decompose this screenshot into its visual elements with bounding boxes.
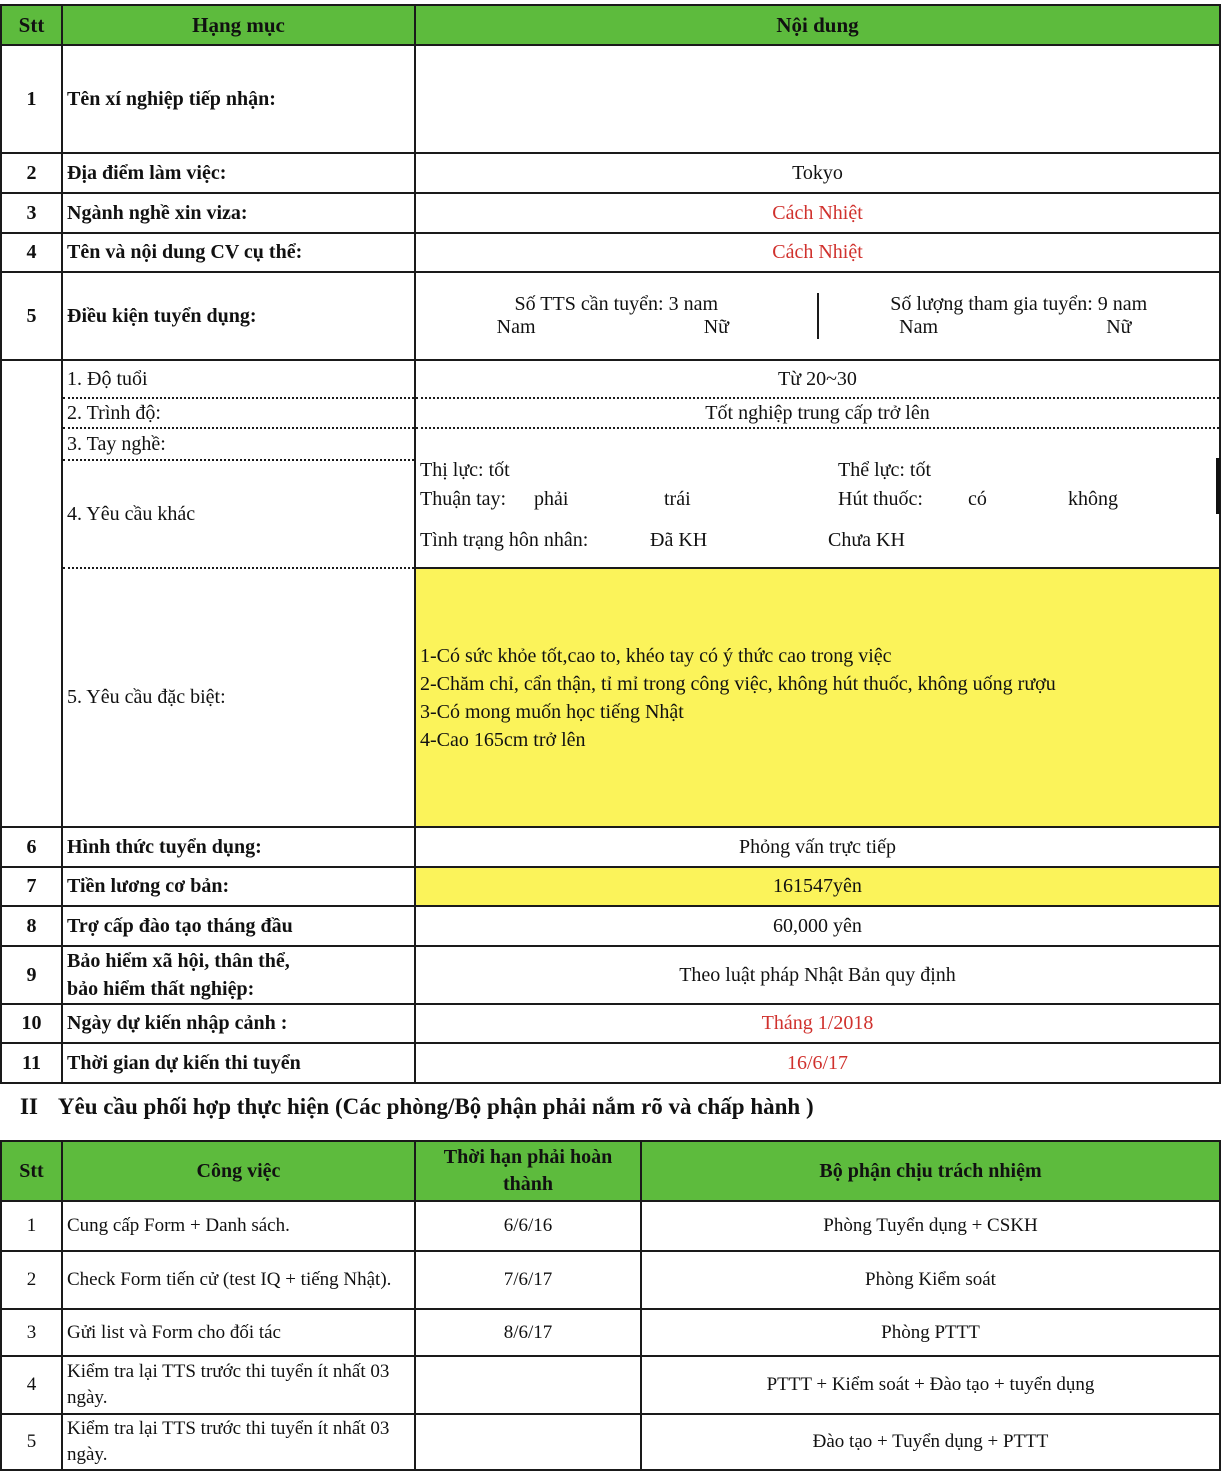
education-label: 2. Trình độ: [62, 398, 415, 428]
recruitment-conditions-label: Điều kiện tuyển dụng: [62, 272, 415, 360]
recruitment-form-label: Hình thức tuyển dụng: [62, 827, 415, 867]
row-number: 7 [1, 867, 62, 906]
special-requirements-label: 5. Yêu cầu đặc biệt: [62, 568, 415, 827]
conditions-number-cell [1, 360, 62, 827]
table-row [1, 45, 1220, 153]
training-allowance-value: 60,000 yên [415, 906, 1220, 946]
task-cell: Kiểm tra lại TTS trước thi tuyển ít nhất 03 ngày. [62, 1356, 415, 1414]
deadline-cell [415, 1356, 641, 1414]
smoking-yes: có [968, 488, 987, 510]
skill-label: 3. Tay nghề: [62, 428, 415, 460]
age-value: Từ 20~30 [415, 360, 1220, 398]
row-number: 4 [1, 233, 62, 272]
recruitment-quota-cell [415, 272, 1220, 360]
participating-candidates: Số lượng tham gia tuyển: 9 nam Nam Nữ [890, 293, 1148, 338]
visa-occupation-value: Cách Nhiệt [415, 193, 1220, 233]
handedness: Thuận tay: [420, 488, 507, 510]
department-cell: Đào tạo + Tuyển dụng + PTTT [641, 1414, 1220, 1470]
job-content-value: Cách Nhiệt [415, 233, 1220, 272]
row-number: 10 [1, 1004, 62, 1043]
deadline-cell: 8/6/17 [415, 1309, 641, 1356]
base-salary-value: 161547yên [415, 867, 1220, 906]
work-location-value: Tokyo [415, 153, 1220, 193]
header-stt: Stt [1, 5, 62, 45]
smoking-no: không [1068, 488, 1118, 510]
task-cell: Kiểm tra lại TTS trước thi tuyển ít nhất 03 ngày. [62, 1414, 415, 1470]
company-name-value [415, 45, 1220, 153]
deadline-cell: 7/6/17 [415, 1251, 641, 1309]
table-row [1, 272, 1220, 360]
deadline-cell: 6/6/16 [415, 1201, 641, 1251]
base-salary-label: Tiền lương cơ bản: [62, 867, 415, 906]
coordination-table [0, 1140, 1221, 1471]
row-number: 2 [1, 1251, 62, 1309]
row-number: 1 [1, 45, 62, 153]
department-cell: PTTT + Kiểm soát + Đào tạo + tuyển dụng [641, 1356, 1220, 1414]
header-item: Hạng mục [62, 5, 415, 45]
header-department: Bộ phận chịu trách nhiệm [641, 1141, 1220, 1201]
row-number: 5 [1, 272, 62, 360]
exam-date-label: Thời gian dự kiến thi tuyển [62, 1043, 415, 1083]
entry-date-value: Tháng 1/2018 [415, 1004, 1220, 1043]
smoking: Hút thuốc: [838, 488, 923, 510]
other-requirements-label: 4. Yêu cầu khác [62, 460, 415, 568]
header-stt: Stt [1, 1141, 62, 1201]
row-number: 3 [1, 193, 62, 233]
table-row [1, 906, 1220, 946]
table-row [1, 1043, 1220, 1083]
married: Đã KH [650, 529, 708, 551]
row-number: 9 [1, 946, 62, 1004]
table-row [1, 360, 1220, 398]
table-row [1, 1004, 1220, 1043]
scrollbar-thumb[interactable] [1216, 458, 1220, 514]
table-row [1, 827, 1220, 867]
table-header-row [1, 1141, 1220, 1201]
entry-date-label: Ngày dự kiến nhập cảnh : [62, 1004, 415, 1043]
training-allowance-label: Trợ cấp đào tạo tháng đầu [62, 906, 415, 946]
task-cell: Cung cấp Form + Danh sách. [62, 1201, 415, 1251]
table-row [1, 1414, 1220, 1470]
row-number: 11 [1, 1043, 62, 1083]
company-name-label: Tên xí nghiệp tiếp nhận: [62, 45, 415, 153]
exam-date-value: 16/6/17 [415, 1043, 1220, 1083]
table-row [1, 568, 1220, 827]
table-row [1, 867, 1220, 906]
table-row [1, 153, 1220, 193]
other-requirements-value [415, 428, 1220, 568]
department-cell: Phòng PTTT [641, 1309, 1220, 1356]
department-cell: Phòng Tuyển dụng + CSKH [641, 1201, 1220, 1251]
header-content: Nội dung [415, 5, 1220, 45]
marital-status: Tình trạng hôn nhân: [420, 529, 589, 551]
row-number: 4 [1, 1356, 62, 1414]
table-row [1, 1356, 1220, 1414]
department-cell: Phòng Kiểm soát [641, 1251, 1220, 1309]
row-number: 1 [1, 1201, 62, 1251]
header-task: Công việc [62, 1141, 415, 1201]
insurance-label: Bảo hiểm xã hội, thân thể, bảo hiểm thất nghiệp: [62, 946, 415, 1004]
row-number: 3 [1, 1309, 62, 1356]
table-row [1, 1251, 1220, 1309]
section-roman-numeral: II [20, 1094, 38, 1119]
eyesight: Thị lực: tốt [420, 459, 510, 481]
education-value: Tốt nghiệp trung cấp trở lên [415, 398, 1220, 428]
work-location-label: Địa điểm làm việc: [62, 153, 415, 193]
special-line: 4-Cao 165cm trở lên [420, 728, 586, 751]
handedness-left: trái [664, 488, 691, 510]
row-number: 2 [1, 153, 62, 193]
section-2-heading: Yêu cầu phối hợp thực hiện (Các phòng/Bộ phận phải nắm rõ và chấp hành ) [57, 1094, 814, 1119]
special-line: 1-Có sức khỏe tốt,cao to, khéo tay có ý thức cao trong việc [420, 644, 892, 667]
required-trainees: Số TTS cần tuyển: 3 nam Nam Nữ [416, 293, 819, 339]
job-content-label: Tên và nội dung CV cụ thể: [62, 233, 415, 272]
row-number: 8 [1, 906, 62, 946]
age-label: 1. Độ tuổi [62, 360, 415, 398]
table-row [1, 1201, 1220, 1251]
task-cell: Check Form tiến cử (test IQ + tiếng Nhật). [62, 1251, 415, 1309]
table-row [1, 193, 1220, 233]
section-2-title [20, 1094, 814, 1120]
special-requirements-value [415, 568, 1220, 827]
table-row [1, 398, 1220, 428]
task-cell: Gửi list và Form cho đối tác [62, 1309, 415, 1356]
table-row [1, 1309, 1220, 1356]
table-row [1, 946, 1220, 1004]
recruitment-info-table [0, 4, 1221, 1084]
recruitment-form-value: Phỏng vấn trực tiếp [415, 827, 1220, 867]
table-row [1, 233, 1220, 272]
special-line: 2-Chăm chỉ, cẩn thận, tỉ mỉ trong công việc, không hút thuốc, không uống rượu [420, 672, 1056, 695]
table-row [1, 428, 1220, 460]
table-header-row [1, 5, 1220, 45]
deadline-cell [415, 1414, 641, 1470]
row-number: 6 [1, 827, 62, 867]
fitness: Thể lực: tốt [838, 459, 932, 481]
insurance-value: Theo luật pháp Nhật Bản quy định [415, 946, 1220, 1004]
special-line: 3-Có mong muốn học tiếng Nhật [420, 700, 684, 723]
header-deadline: Thời hạn phải hoàn thành [415, 1141, 641, 1201]
visa-occupation-label: Ngành nghề xin viza: [62, 193, 415, 233]
row-number: 5 [1, 1414, 62, 1470]
handedness-right: phải [534, 488, 569, 510]
single: Chưa KH [828, 529, 905, 551]
